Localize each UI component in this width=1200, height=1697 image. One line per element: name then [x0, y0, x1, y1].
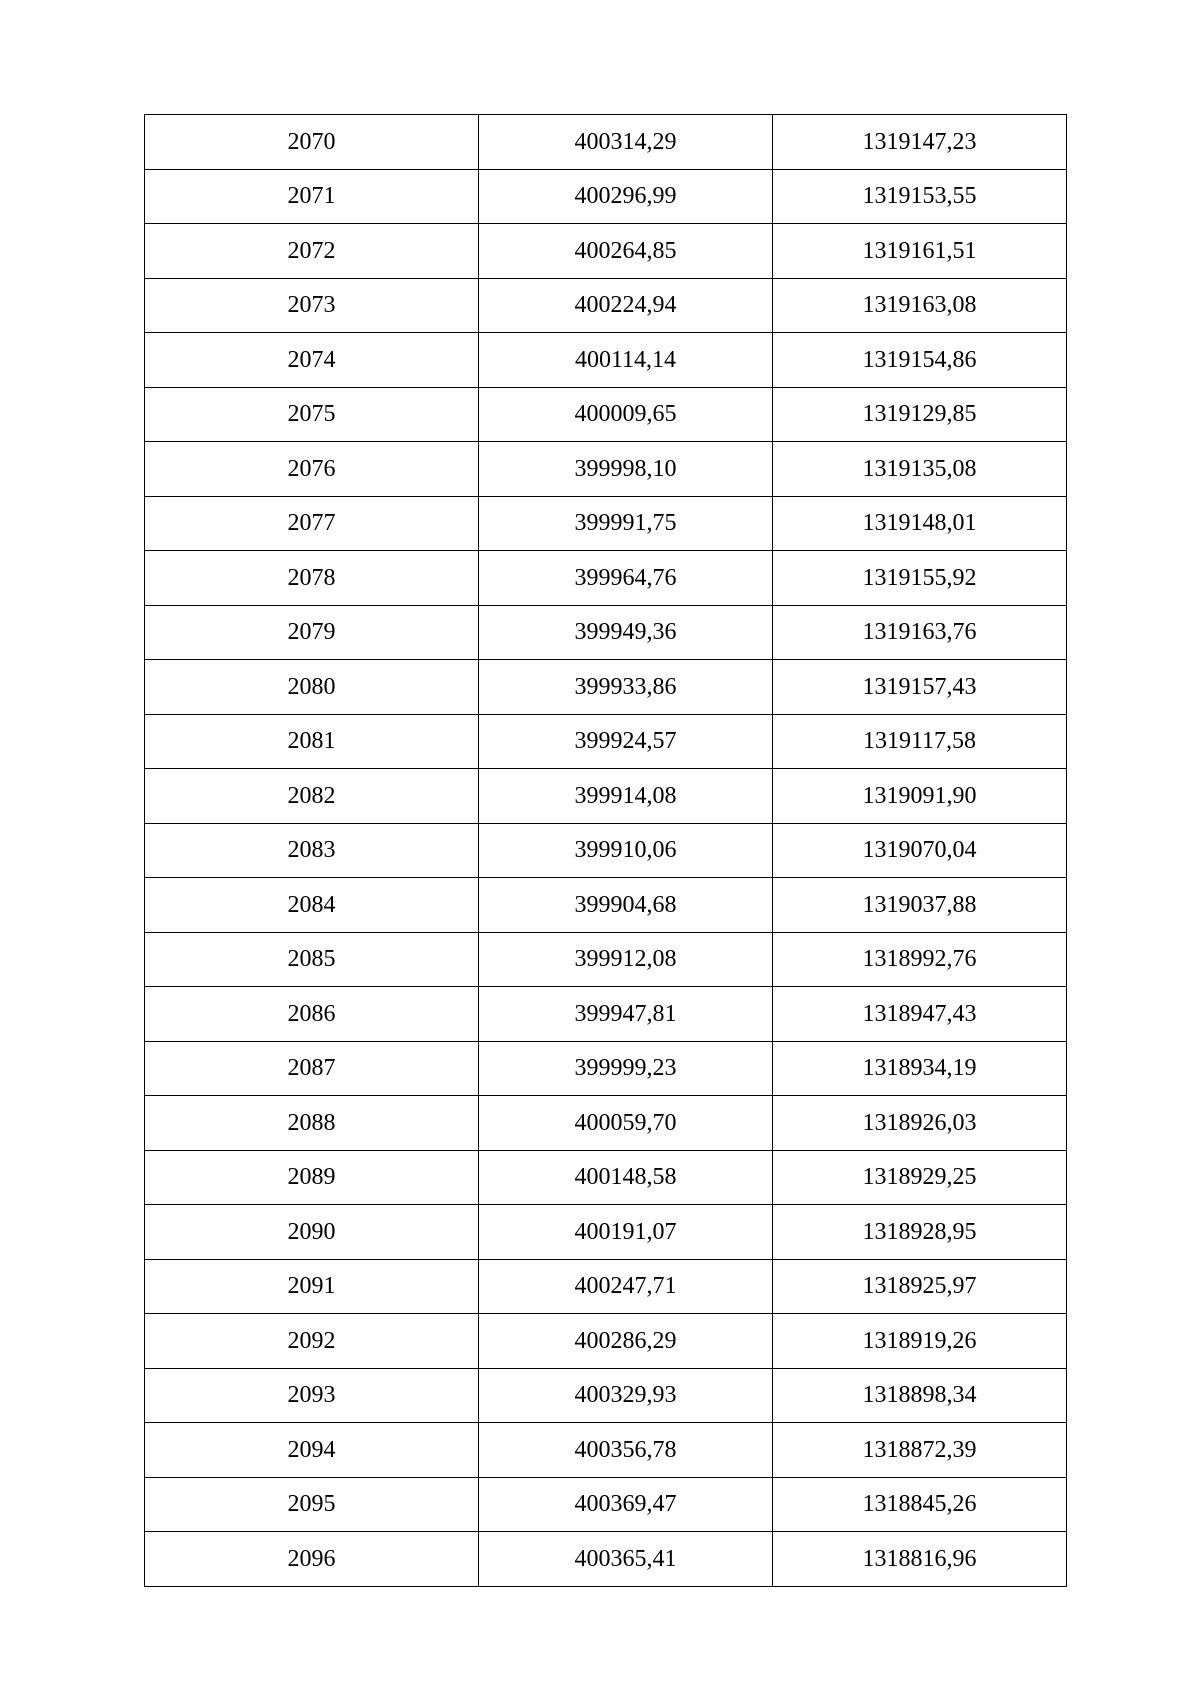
table-row [145, 1205, 1067, 1260]
table-row [145, 169, 1067, 224]
y-coordinate-cell: 1319091,90 [773, 769, 1067, 824]
x-coordinate-cell: 400365,41 [479, 1532, 773, 1587]
y-coordinate-cell: 1319129,85 [773, 387, 1067, 442]
y-coordinate-cell: 1318947,43 [773, 987, 1067, 1042]
table-row [145, 605, 1067, 660]
x-coordinate-cell: 399912,08 [479, 932, 773, 987]
x-coordinate-cell: 399999,23 [479, 1041, 773, 1096]
y-coordinate-cell: 1319157,43 [773, 660, 1067, 715]
table-row [145, 823, 1067, 878]
point-number-cell: 2078 [145, 551, 479, 606]
point-number-cell: 2091 [145, 1259, 479, 1314]
table-row [145, 551, 1067, 606]
table-row [145, 442, 1067, 497]
table-row [145, 1423, 1067, 1478]
x-coordinate-cell: 399964,76 [479, 551, 773, 606]
y-coordinate-cell: 1318919,26 [773, 1314, 1067, 1369]
point-number-cell: 2081 [145, 714, 479, 769]
point-number-cell: 2094 [145, 1423, 479, 1478]
table-row [145, 1477, 1067, 1532]
x-coordinate-cell: 400264,85 [479, 224, 773, 279]
y-coordinate-cell: 1318928,95 [773, 1205, 1067, 1260]
x-coordinate-cell: 400009,65 [479, 387, 773, 442]
x-coordinate-cell: 399998,10 [479, 442, 773, 497]
y-coordinate-cell: 1319037,88 [773, 878, 1067, 933]
x-coordinate-cell: 400356,78 [479, 1423, 773, 1478]
y-coordinate-cell: 1319154,86 [773, 333, 1067, 388]
table-row [145, 1259, 1067, 1314]
y-coordinate-cell: 1318898,34 [773, 1368, 1067, 1423]
y-coordinate-cell: 1319163,76 [773, 605, 1067, 660]
x-coordinate-cell: 400191,07 [479, 1205, 773, 1260]
point-number-cell: 2088 [145, 1096, 479, 1151]
point-number-cell: 2073 [145, 278, 479, 333]
y-coordinate-cell: 1319135,08 [773, 442, 1067, 497]
x-coordinate-cell: 400314,29 [479, 115, 773, 170]
table-row [145, 496, 1067, 551]
y-coordinate-cell: 1318929,25 [773, 1150, 1067, 1205]
y-coordinate-cell: 1319117,58 [773, 714, 1067, 769]
point-number-cell: 2071 [145, 169, 479, 224]
x-coordinate-cell: 399947,81 [479, 987, 773, 1042]
point-number-cell: 2092 [145, 1314, 479, 1369]
point-number-cell: 2082 [145, 769, 479, 824]
table-row [145, 387, 1067, 442]
y-coordinate-cell: 1318992,76 [773, 932, 1067, 987]
y-coordinate-cell: 1318925,97 [773, 1259, 1067, 1314]
table-row [145, 1368, 1067, 1423]
x-coordinate-cell: 399924,57 [479, 714, 773, 769]
y-coordinate-cell: 1318845,26 [773, 1477, 1067, 1532]
x-coordinate-cell: 400114,14 [479, 333, 773, 388]
x-coordinate-cell: 400224,94 [479, 278, 773, 333]
x-coordinate-cell: 399914,08 [479, 769, 773, 824]
table-row [145, 714, 1067, 769]
x-coordinate-cell: 399933,86 [479, 660, 773, 715]
point-number-cell: 2096 [145, 1532, 479, 1587]
y-coordinate-cell: 1319161,51 [773, 224, 1067, 279]
y-coordinate-cell: 1319147,23 [773, 115, 1067, 170]
table-row [145, 660, 1067, 715]
point-number-cell: 2075 [145, 387, 479, 442]
point-number-cell: 2084 [145, 878, 479, 933]
table-row [145, 1096, 1067, 1151]
table-row [145, 333, 1067, 388]
x-coordinate-cell: 400296,99 [479, 169, 773, 224]
point-number-cell: 2095 [145, 1477, 479, 1532]
point-number-cell: 2076 [145, 442, 479, 497]
point-number-cell: 2072 [145, 224, 479, 279]
x-coordinate-cell: 400369,47 [479, 1477, 773, 1532]
y-coordinate-cell: 1319163,08 [773, 278, 1067, 333]
x-coordinate-cell: 400148,58 [479, 1150, 773, 1205]
y-coordinate-cell: 1318872,39 [773, 1423, 1067, 1478]
point-number-cell: 2089 [145, 1150, 479, 1205]
x-coordinate-cell: 399904,68 [479, 878, 773, 933]
point-number-cell: 2070 [145, 115, 479, 170]
table-row [145, 1532, 1067, 1587]
x-coordinate-cell: 399949,36 [479, 605, 773, 660]
x-coordinate-cell: 399910,06 [479, 823, 773, 878]
point-number-cell: 2077 [145, 496, 479, 551]
x-coordinate-cell: 400286,29 [479, 1314, 773, 1369]
point-number-cell: 2083 [145, 823, 479, 878]
y-coordinate-cell: 1318816,96 [773, 1532, 1067, 1587]
table-row [145, 1150, 1067, 1205]
x-coordinate-cell: 399991,75 [479, 496, 773, 551]
coordinates-table [144, 114, 1067, 1587]
table-row [145, 878, 1067, 933]
table-row [145, 1314, 1067, 1369]
point-number-cell: 2079 [145, 605, 479, 660]
x-coordinate-cell: 400059,70 [479, 1096, 773, 1151]
y-coordinate-cell: 1318926,03 [773, 1096, 1067, 1151]
point-number-cell: 2090 [145, 1205, 479, 1260]
table-row [145, 769, 1067, 824]
x-coordinate-cell: 400247,71 [479, 1259, 773, 1314]
table-row [145, 932, 1067, 987]
point-number-cell: 2087 [145, 1041, 479, 1096]
table-row [145, 987, 1067, 1042]
coordinates-table-body [145, 115, 1067, 1587]
y-coordinate-cell: 1319148,01 [773, 496, 1067, 551]
table-row [145, 278, 1067, 333]
x-coordinate-cell: 400329,93 [479, 1368, 773, 1423]
point-number-cell: 2074 [145, 333, 479, 388]
point-number-cell: 2080 [145, 660, 479, 715]
y-coordinate-cell: 1319155,92 [773, 551, 1067, 606]
y-coordinate-cell: 1319153,55 [773, 169, 1067, 224]
y-coordinate-cell: 1319070,04 [773, 823, 1067, 878]
point-number-cell: 2093 [145, 1368, 479, 1423]
table-row [145, 224, 1067, 279]
table-row [145, 115, 1067, 170]
point-number-cell: 2086 [145, 987, 479, 1042]
point-number-cell: 2085 [145, 932, 479, 987]
y-coordinate-cell: 1318934,19 [773, 1041, 1067, 1096]
table-row [145, 1041, 1067, 1096]
